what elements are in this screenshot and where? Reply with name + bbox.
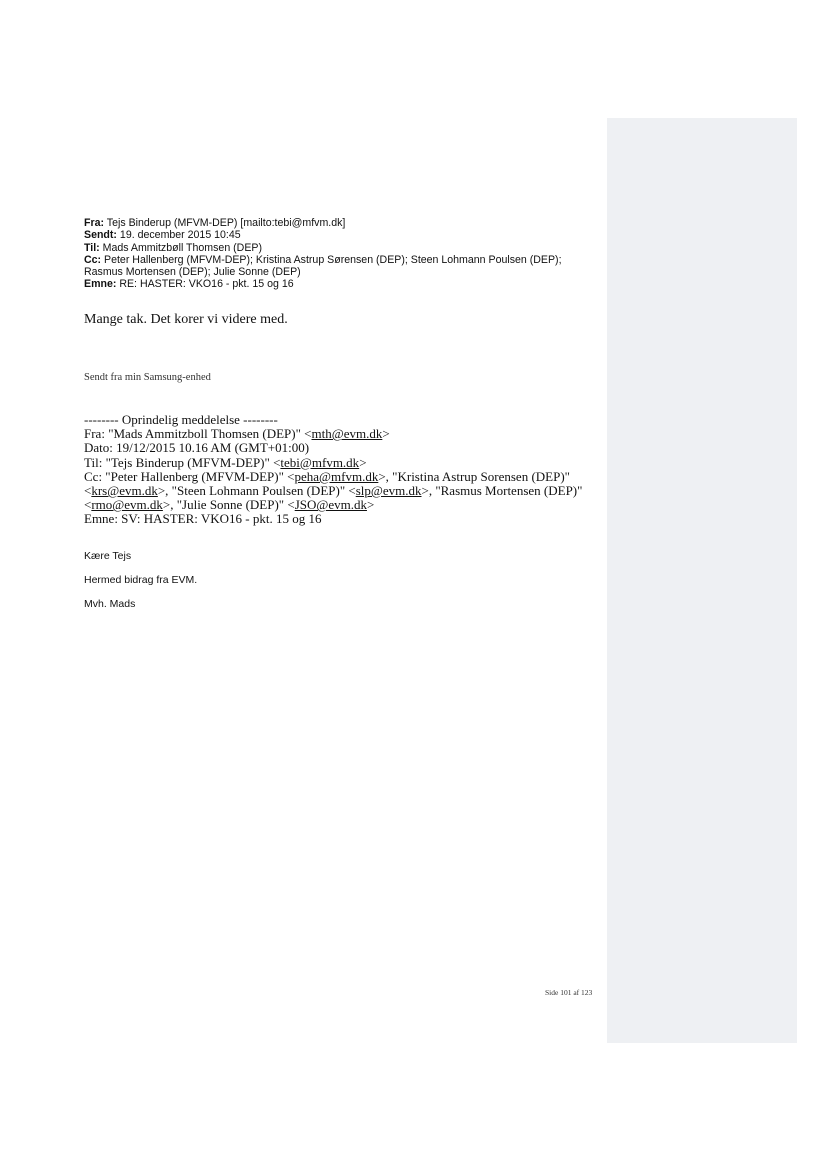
subject-value: RE: HASTER: VKO16 - pkt. 15 og 16: [119, 278, 294, 291]
cc2-mid: >, "Steen Lohmann Poulsen (DEP)" <: [157, 483, 356, 499]
cc-email-krs[interactable]: krs@evm.dk: [91, 483, 158, 499]
greeting: Kære Tejs: [84, 550, 132, 562]
original-cc-line-1: [84, 470, 604, 484]
original-to: [84, 456, 604, 470]
to-label: Til:: [84, 241, 100, 254]
page-number: Side 101 af 123: [545, 988, 593, 997]
sent-from-signature: Sendt fra min Samsung-enhed: [84, 372, 211, 383]
cc3-suffix: >: [366, 497, 375, 513]
subject-label: Emne:: [84, 278, 117, 291]
sent-value: 19. december 2015 10:45: [119, 229, 241, 242]
original-cc-line-3: [84, 498, 604, 512]
cc-email-peha[interactable]: peha@mfvm.dk: [294, 468, 379, 484]
reply-text: Mange tak. Det korer vi videre med.: [84, 312, 288, 327]
cc-value: Peter Hallenberg (MFVM-DEP); Kristina Astrup Sørensen (DEP); Steen Lohmann Poulsen (DEP); Rasmus Mortensen (DEP); Julie Sonne (DEP): [84, 253, 562, 279]
original-subject: Emne: SV: HASTER: VKO16 - pkt. 15 og 16: [84, 511, 322, 527]
original-message: [84, 413, 604, 527]
cc1-suffix: >, "Kristina Astrup Sorensen (DEP)": [378, 468, 570, 484]
from-label: Fra:: [84, 217, 105, 229]
cc-email-rmo[interactable]: rmo@evm.dk: [91, 497, 163, 513]
header-sent: [84, 229, 600, 241]
cc-email-slp[interactable]: slp@evm.dk: [355, 483, 422, 499]
original-to-suffix: >: [359, 454, 367, 470]
message-text: Hermed bidrag fra EVM.: [84, 574, 198, 586]
header-to: [84, 242, 600, 254]
cc1-prefix: Cc: "Peter Hallenberg (MFVM-DEP)" <: [84, 468, 295, 484]
email-header: [84, 217, 600, 291]
from-value: Tejs Binderup (MFVM-DEP) [mailto:tebi@mfvm.dk]: [106, 217, 346, 229]
cc2-suffix: >, "Rasmus Mortensen (DEP)": [421, 483, 583, 499]
to-value: Mads Ammitzbøll Thomsen (DEP): [102, 241, 262, 254]
sent-label: Sendt:: [84, 229, 117, 242]
original-from-suffix: >: [382, 426, 390, 442]
cc3-mid: >, "Julie Sonne (DEP)" <: [162, 497, 295, 513]
cc-email-jso[interactable]: JSO@evm.dk: [294, 497, 367, 513]
cc2-prefix: <: [84, 483, 92, 499]
original-separator: -------- Oprindelig meddelelse --------: [84, 412, 278, 427]
cc-label: Cc:: [84, 253, 102, 266]
original-from-email[interactable]: mth@evm.dk: [311, 426, 383, 442]
header-subject: [84, 278, 600, 290]
original-date: Dato: 19/12/2015 10.16 AM (GMT+01:00): [84, 440, 310, 456]
original-from-prefix: Fra: "Mads Ammitzboll Thomsen (DEP)" <: [84, 426, 312, 442]
original-from: [84, 427, 604, 441]
header-from: [84, 217, 600, 229]
original-cc-line-2: [84, 484, 604, 498]
cc3-prefix: <: [84, 497, 92, 513]
original-to-email[interactable]: tebi@mfvm.dk: [280, 454, 360, 470]
signoff: Mvh. Mads: [84, 598, 136, 610]
scan-shading-strip: [607, 118, 797, 1043]
original-to-prefix: Til: "Tejs Binderup (MFVM-DEP)" <: [84, 454, 281, 470]
header-cc: [84, 254, 600, 279]
